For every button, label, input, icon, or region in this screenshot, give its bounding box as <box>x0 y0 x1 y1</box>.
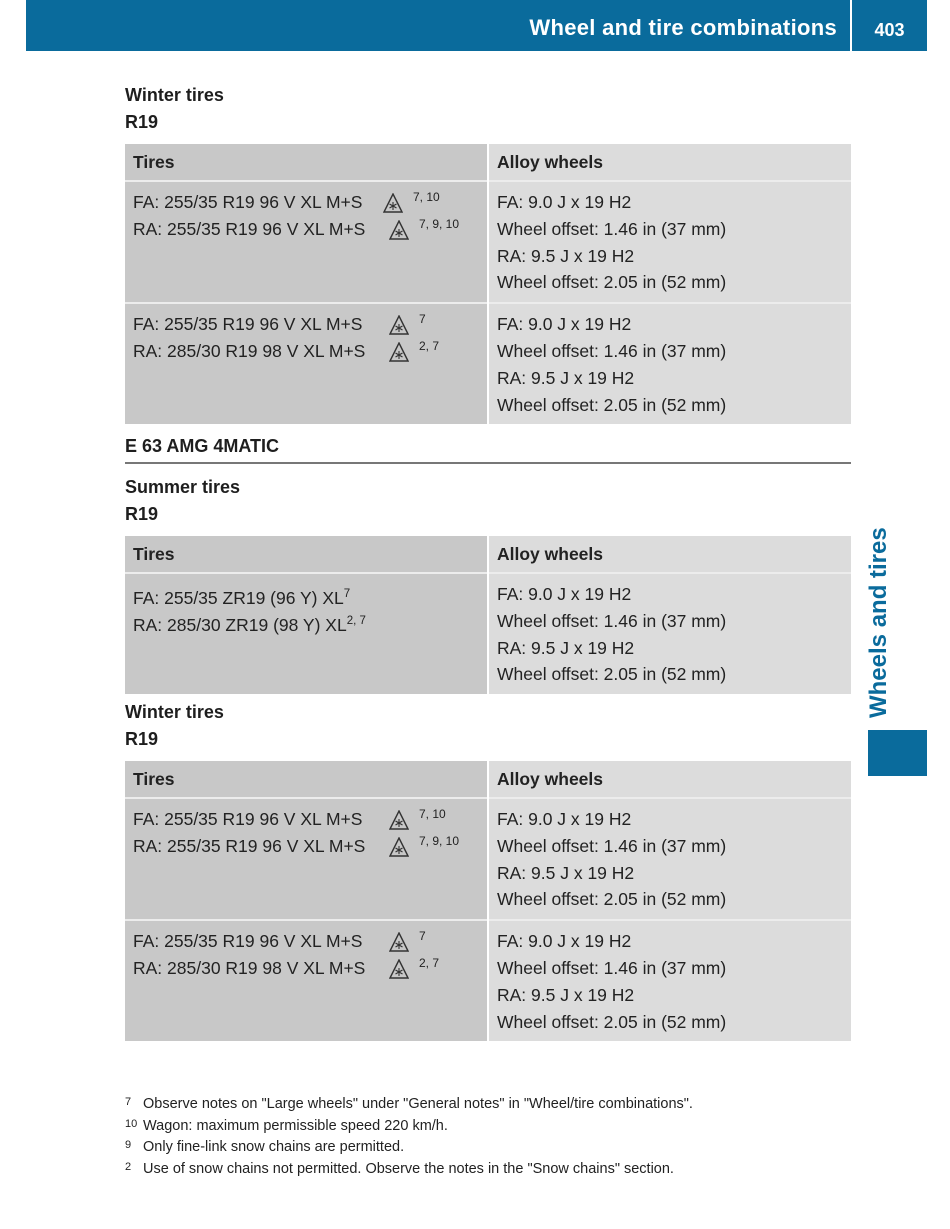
tires-cell <box>125 920 488 1041</box>
page-number: 403 <box>874 20 905 40</box>
footnote-number: 9 <box>125 1139 132 1151</box>
wheels-cell <box>488 920 851 1041</box>
wheel-spec-line: RA: 9.5 J x 19 H2 <box>497 984 635 1005</box>
wheel-spec-line: Wheel offset: 1.46 in (37 mm) <box>497 340 727 361</box>
footnote-ref: 7 <box>343 588 351 600</box>
wheel-spec-line: Wheel offset: 2.05 in (52 mm) <box>497 889 727 910</box>
section-heading: Winter tires <box>125 85 224 105</box>
footnote-text: Wagon: maximum permissible speed 220 km/h. <box>143 1117 448 1134</box>
wheel-spec-line: RA: 9.5 J x 19 H2 <box>497 367 635 388</box>
front-axle-tire: FA: 255/35 R19 96 V XL M+S <box>133 314 363 335</box>
wheels-cell <box>488 573 851 694</box>
footnote-ref: 7 <box>419 312 426 327</box>
footnote-number: 2 <box>125 1160 132 1173</box>
footnote-text: Observe notes on "Large wheels" under "General notes" in "Wheel/tire combinations". <box>143 1096 693 1112</box>
section-heading: Summer tires <box>125 477 241 497</box>
snowflake-mountain-icon <box>389 315 409 335</box>
rear-axle-tire: RA: 285/30 ZR19 (98 Y) XL <box>133 614 347 635</box>
footnotes <box>125 1092 855 1178</box>
table-row <box>125 798 851 920</box>
front-axle-tire: FA: 255/35 ZR19 (96 Y) XL <box>133 587 344 608</box>
footnote-text: Only fine-link snow chains are permitted. <box>143 1139 405 1155</box>
footnote-ref: 7, 9, 10 <box>419 833 460 848</box>
snowflake-mountain-icon <box>383 193 403 213</box>
rear-axle-tire: RA: 255/35 R19 96 V XL M+S <box>133 835 366 856</box>
wheel-spec-line: Wheel offset: 2.05 in (52 mm) <box>497 664 727 685</box>
snowflake-mountain-icon <box>389 810 409 830</box>
section-size: R19 <box>125 112 159 132</box>
wheels-column-header: Alloy wheels <box>488 536 851 573</box>
footnote-number: 10 <box>125 1117 138 1130</box>
wheel-spec-line: RA: 9.5 J x 19 H2 <box>497 245 635 266</box>
front-axle-tire: FA: 255/35 R19 96 V XL M+S <box>133 809 363 829</box>
wheel-spec-line: Wheel offset: 2.05 in (52 mm) <box>497 272 727 293</box>
wheel-spec-line: Wheel offset: 1.46 in (37 mm) <box>497 610 727 631</box>
footnote-ref: 7, 10 <box>413 190 440 204</box>
wheels-column-header: Alloy wheels <box>488 761 851 798</box>
rear-axle-tire: RA: 285/30 R19 98 V XL M+S <box>133 957 366 978</box>
tires-column-header: Tires <box>125 144 488 181</box>
wheel-spec-line: Wheel offset: 1.46 in (37 mm) <box>497 218 727 239</box>
wheel-spec-line: RA: 9.5 J x 19 H2 <box>497 862 635 883</box>
winter-tires-table <box>125 144 851 424</box>
footnote-ref: 7, 10 <box>419 807 446 821</box>
front-axle-tire: FA: 255/35 R19 96 V XL M+S <box>133 192 363 212</box>
snowflake-mountain-icon <box>389 837 409 857</box>
wheel-spec-line: FA: 9.0 J x 19 H2 <box>497 931 632 952</box>
wheel-spec-line: Wheel offset: 2.05 in (52 mm) <box>497 394 727 415</box>
tires-cell <box>125 798 488 920</box>
wheel-spec-line: FA: 9.0 J x 19 H2 <box>497 809 632 829</box>
wheel-spec-line: Wheel offset: 2.05 in (52 mm) <box>497 1011 727 1032</box>
tires-cell <box>125 181 488 303</box>
tires-cell <box>125 573 488 694</box>
wheel-spec-line: FA: 9.0 J x 19 H2 <box>497 584 632 604</box>
table-row <box>125 573 851 694</box>
section-divider <box>125 462 851 464</box>
header-bar <box>26 0 927 51</box>
wheel-spec-line: Wheel offset: 1.46 in (37 mm) <box>497 957 727 978</box>
footnote-number: 7 <box>125 1096 132 1108</box>
footnote-ref: 2, 7 <box>419 955 440 970</box>
wheels-cell <box>488 798 851 920</box>
rear-axle-tire: RA: 285/30 R19 98 V XL M+S <box>133 340 366 361</box>
section-size: R19 <box>125 729 159 749</box>
footnote <box>125 1114 855 1136</box>
tires-cell <box>125 303 488 424</box>
page-title: Wheel and tire combinations <box>529 15 837 40</box>
footnote-ref: 7, 9, 10 <box>419 216 460 231</box>
wheels-cell <box>488 181 851 303</box>
winter-tires-table-amg <box>125 761 851 1041</box>
footnote-ref: 2, 7 <box>419 338 440 353</box>
wheel-spec-line: FA: 9.0 J x 19 H2 <box>497 192 632 212</box>
footnote-ref: 2, 7 <box>346 614 366 627</box>
wheels-column-header: Alloy wheels <box>488 144 851 181</box>
footnote-text: Use of snow chains not permitted. Observe the notes in the "Snow chains" section. <box>143 1160 674 1177</box>
section-heading: Winter tires <box>125 702 224 722</box>
front-axle-tire: FA: 255/35 R19 96 V XL M+S <box>133 931 363 952</box>
chapter-tab-label: Wheels and tires <box>865 527 892 718</box>
snowflake-mountain-icon <box>389 342 409 362</box>
table-row <box>125 181 851 303</box>
model-heading: E 63 AMG 4MATIC <box>125 436 280 456</box>
table-row <box>125 303 851 424</box>
footnote <box>125 1157 855 1179</box>
summer-tires-table <box>125 536 851 694</box>
snowflake-mountain-icon <box>389 959 409 979</box>
section-size: R19 <box>125 504 159 524</box>
footnote-ref: 7 <box>419 929 426 944</box>
snowflake-mountain-icon <box>389 932 409 952</box>
wheels-cell <box>488 303 851 424</box>
wheel-spec-line: Wheel offset: 1.46 in (37 mm) <box>497 835 727 856</box>
rear-axle-tire: RA: 255/35 R19 96 V XL M+S <box>133 218 366 239</box>
chapter-tab-marker <box>868 730 927 776</box>
wheel-spec-line: FA: 9.0 J x 19 H2 <box>497 314 632 335</box>
footnote <box>125 1135 855 1157</box>
table-row <box>125 920 851 1041</box>
snowflake-mountain-icon <box>389 220 409 240</box>
tires-column-header: Tires <box>125 761 488 798</box>
tires-column-header: Tires <box>125 536 488 573</box>
footnote <box>125 1092 855 1114</box>
wheel-spec-line: RA: 9.5 J x 19 H2 <box>497 637 635 658</box>
